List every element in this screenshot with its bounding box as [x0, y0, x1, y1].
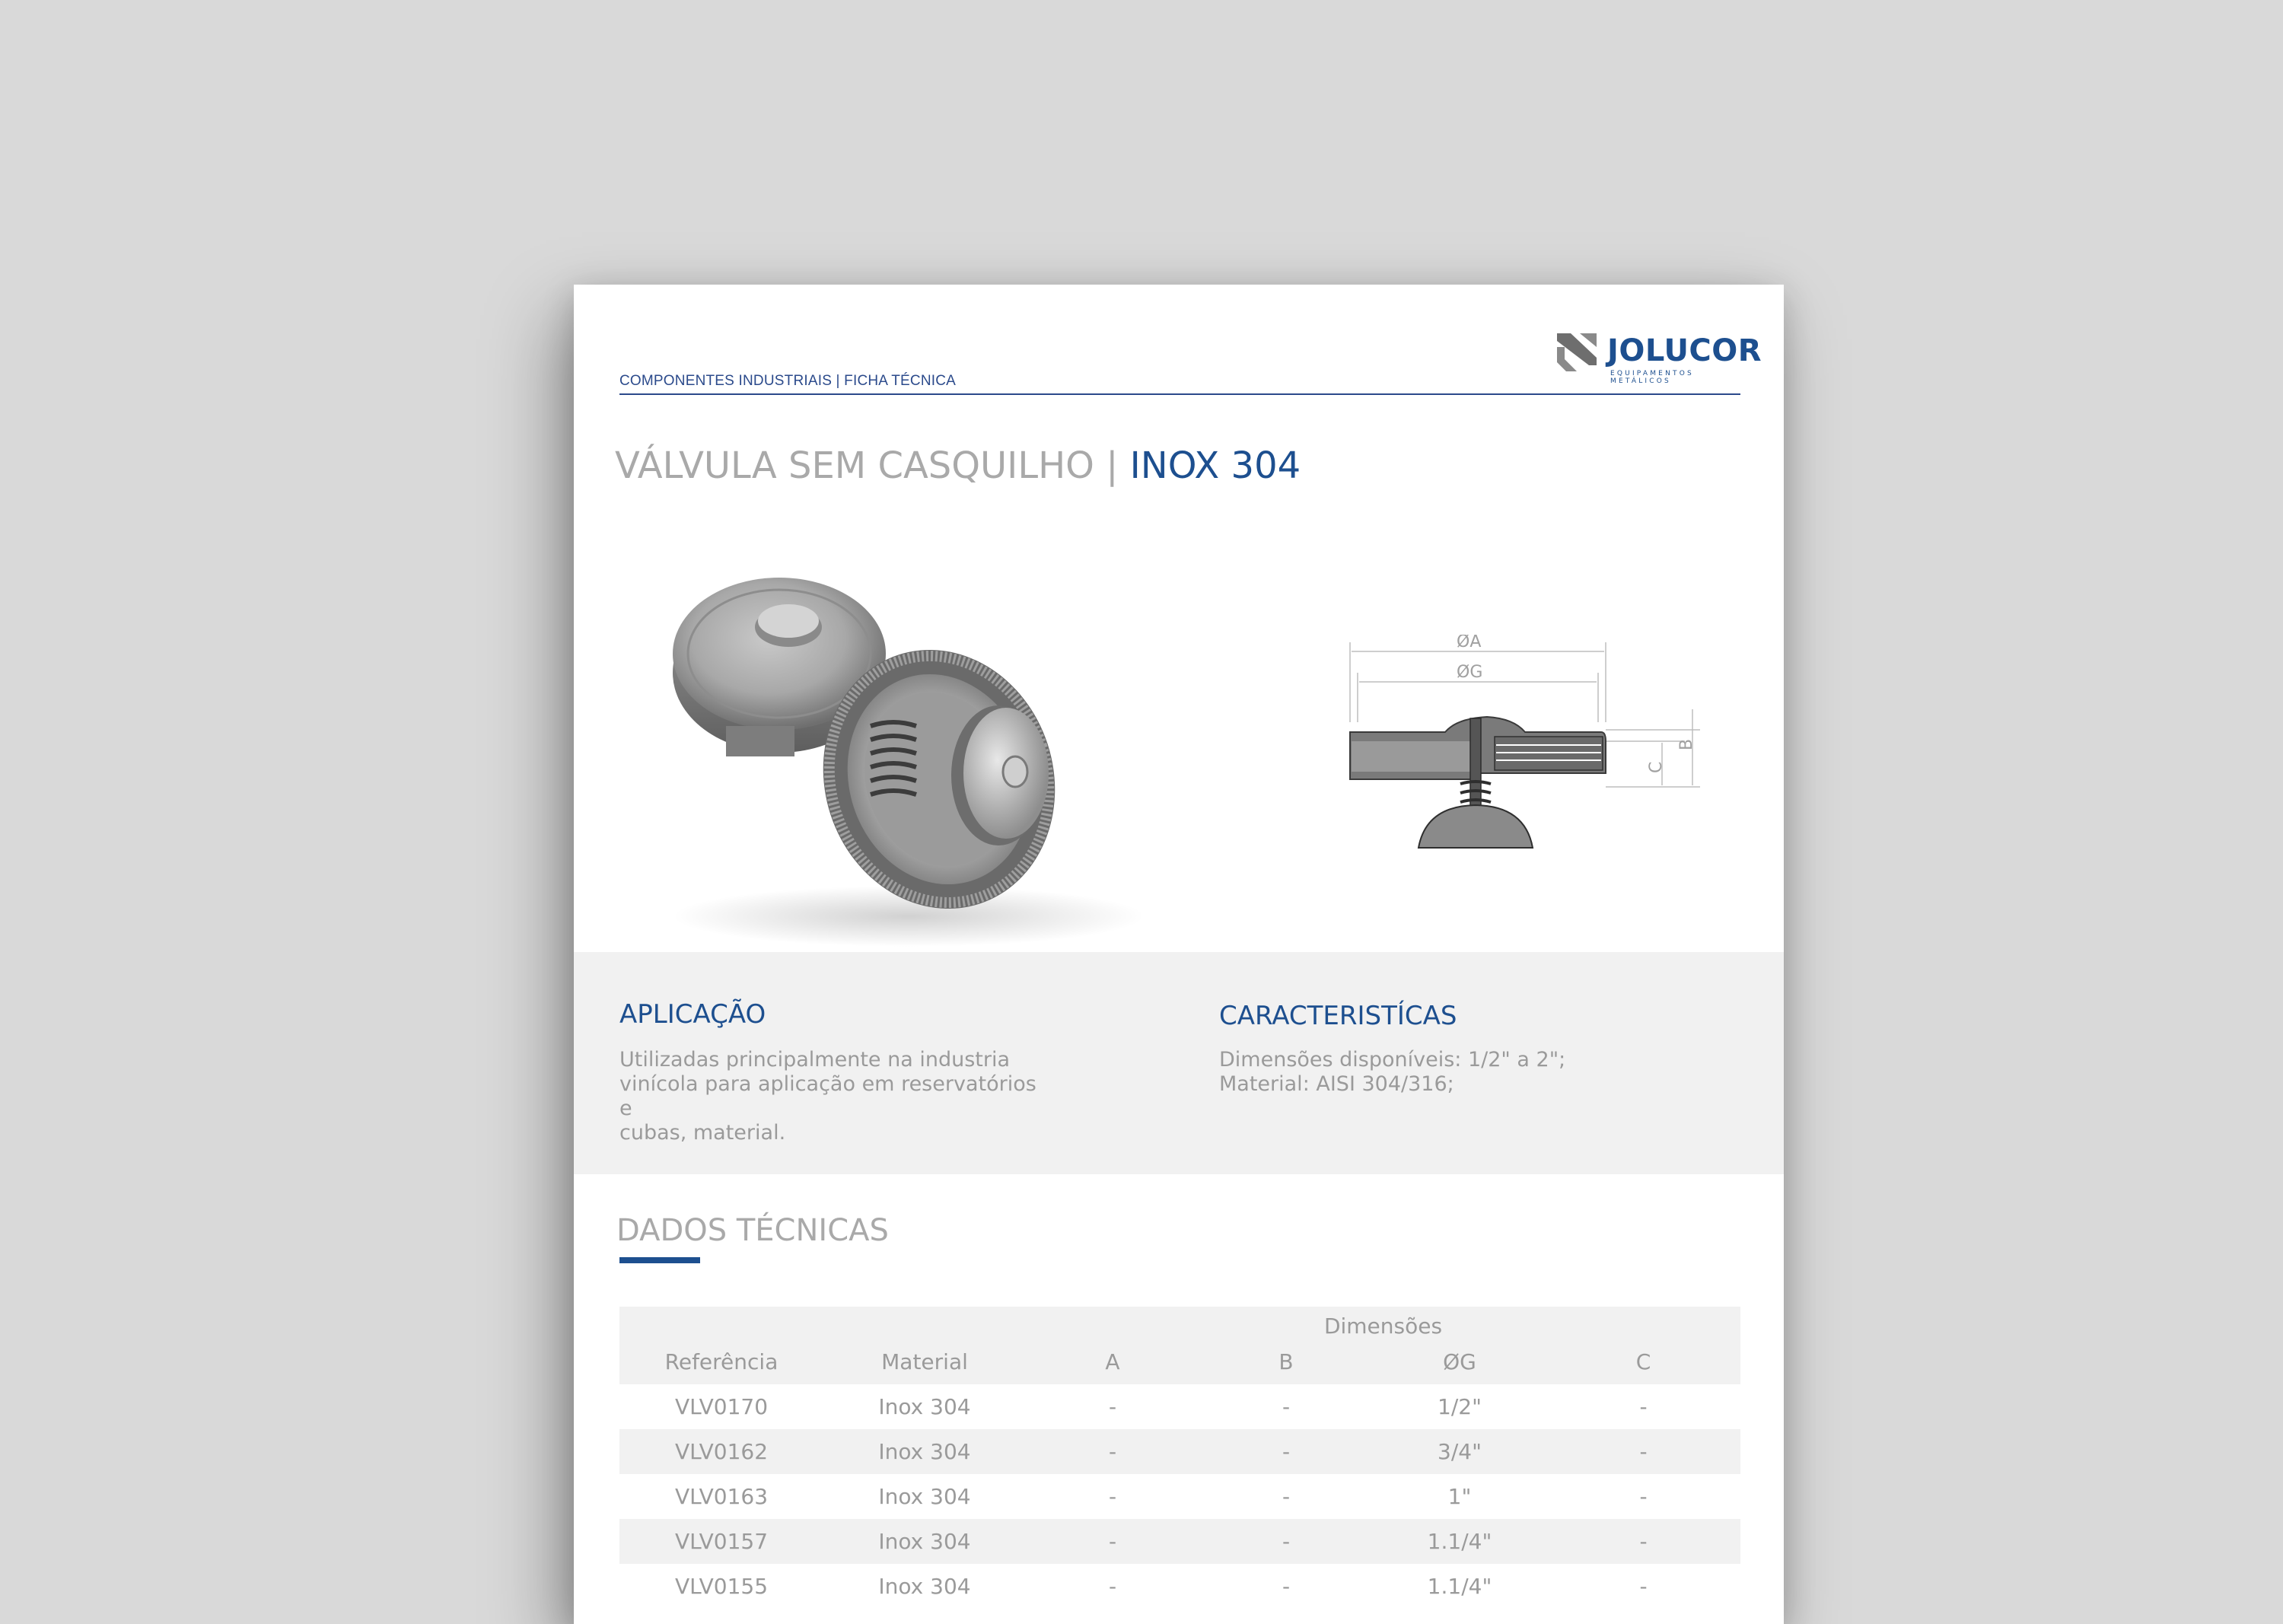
col-header: A — [1105, 1349, 1120, 1374]
aplicacao-line: cubas, material. — [619, 1121, 786, 1145]
aplicacao-text — [619, 1048, 1046, 1145]
logo-tagline: EQUIPAMENTOS METÁLICOS — [1610, 370, 1694, 385]
product-photo — [619, 528, 1167, 954]
dados-heading: DADOS TÉCNICAS — [616, 1213, 889, 1248]
cell-g: 3/4" — [1438, 1439, 1482, 1464]
cell-c: - — [1639, 1574, 1648, 1599]
table-group-header-row — [619, 1307, 1740, 1339]
cell-g: 1.1/4" — [1427, 1574, 1492, 1599]
jolucor-logo — [1554, 329, 1762, 385]
table-row — [619, 1519, 1740, 1564]
cell-c: - — [1639, 1439, 1648, 1464]
cell-c: - — [1639, 1484, 1648, 1509]
product-title — [615, 444, 1301, 487]
cell-g: 1.1/4" — [1427, 1529, 1492, 1554]
info-band — [574, 952, 1784, 1174]
cell-c: - — [1639, 1394, 1648, 1419]
table-row — [619, 1429, 1740, 1474]
dimensoes-header: Dimensões — [1323, 1314, 1443, 1339]
aplicacao-line: vinícola para aplicação em reservatórios e — [619, 1072, 1036, 1120]
cell-a: - — [1108, 1574, 1117, 1599]
col-header: Material — [881, 1349, 968, 1374]
cell-g: 1" — [1447, 1484, 1472, 1509]
dim-label-b: B — [1677, 738, 1696, 750]
table-header-row — [619, 1339, 1740, 1384]
caracteristicas-line: Material: AISI 304/316; — [1219, 1072, 1454, 1096]
cell-referencia: VLV0170 — [674, 1394, 769, 1419]
dim-label-c: C — [1647, 761, 1666, 773]
cell-a: - — [1108, 1394, 1117, 1419]
header-rule — [619, 393, 1740, 395]
caracteristicas-text — [1219, 1048, 1645, 1097]
title-product: VÁLVULA SEM CASQUILHO — [615, 444, 1094, 487]
cell-referencia: VLV0163 — [674, 1484, 769, 1509]
cell-a: - — [1108, 1484, 1117, 1509]
cell-b: - — [1282, 1394, 1291, 1419]
caracteristicas-line: Dimensões disponíveis: 1/2" a 2"; — [1219, 1048, 1566, 1072]
cell-a: - — [1108, 1529, 1117, 1554]
cell-b: - — [1282, 1529, 1291, 1554]
cell-b: - — [1282, 1574, 1291, 1599]
cell-material: Inox 304 — [878, 1394, 971, 1419]
cell-referencia: VLV0162 — [674, 1439, 769, 1464]
tech-table — [619, 1307, 1740, 1609]
aplicacao-heading: APLICAÇÃO — [619, 999, 766, 1030]
cell-material: Inox 304 — [878, 1484, 971, 1509]
col-header: ØG — [1443, 1349, 1476, 1374]
cell-g: 1/2" — [1438, 1394, 1482, 1419]
cell-referencia: VLV0157 — [674, 1529, 769, 1554]
dados-underline — [619, 1257, 700, 1263]
table-row — [619, 1474, 1740, 1519]
table-row — [619, 1564, 1740, 1609]
cell-c: - — [1639, 1529, 1648, 1554]
col-header: Referência — [664, 1349, 779, 1374]
header-label: COMPONENTES INDUSTRIAIS | FICHA TÉCNICA — [619, 373, 957, 389]
col-header: C — [1635, 1349, 1651, 1374]
jolucor-mark-icon — [1554, 329, 1604, 371]
cell-b: - — [1282, 1484, 1291, 1509]
technical-drawing — [1304, 635, 1776, 939]
cell-a: - — [1108, 1439, 1117, 1464]
cell-material: Inox 304 — [878, 1529, 971, 1554]
logo-wordmark: JOLUCOR — [1607, 333, 1762, 368]
table-row — [619, 1384, 1740, 1429]
cell-referencia: VLV0155 — [674, 1574, 769, 1599]
cell-material: Inox 304 — [878, 1439, 971, 1464]
cell-material: Inox 304 — [878, 1574, 971, 1599]
aplicacao-line: Utilizadas principalmente na industria — [619, 1048, 1010, 1072]
title-separator: | — [1094, 444, 1130, 487]
dim-label-a: ØA — [1457, 635, 1482, 651]
caracteristicas-heading: CARACTERISTÍCAS — [1219, 1001, 1457, 1031]
col-header: B — [1278, 1349, 1294, 1374]
cell-b: - — [1282, 1439, 1291, 1464]
tech-sheet — [574, 285, 1784, 1624]
title-material: INOX 304 — [1129, 444, 1301, 487]
dim-label-g: ØG — [1457, 663, 1483, 682]
